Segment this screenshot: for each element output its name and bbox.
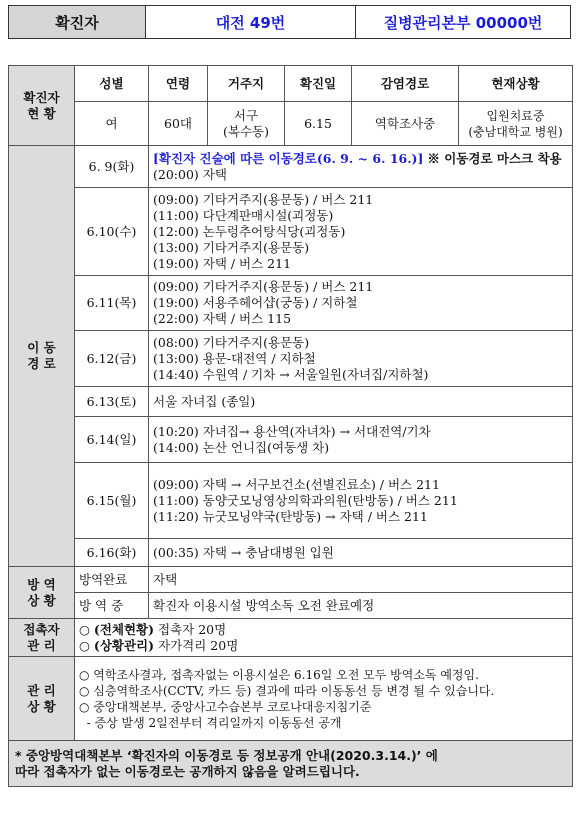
col-age: 연령 [149,66,208,102]
management-section-label: 관 리 상 황 [9,657,75,741]
col-infection-route: 감염경로 [352,66,459,102]
quarantine-row [9,593,573,619]
col-residence: 거주지 [208,66,285,102]
header-bar [8,5,571,39]
col-confirmed-date: 확진일 [285,66,352,102]
route-row [9,331,573,387]
route-date: 6.14(일) [75,417,149,463]
footer-notice: * 중앙방역대책본부 ‘확진자의 이동경로 등 정보공개 안내(2020.3.14.)’ 에 따라 접촉자가 없는 이동경로는 공개하지 않음을 알려드립니다. [9,741,573,787]
value-current-status: 입원치료중 (충남대학교 병원) [459,102,573,146]
quarantine-section-label: 방 역 상 황 [9,567,75,619]
col-current-status: 현재상황 [459,66,573,102]
route-row [9,188,573,276]
route-detail: (00:35) 자택 → 충남대병원 입원 [149,539,573,567]
route-detail: (09:00) 자택 → 서구보건소(선별진료소) / 버스 211 (11:00) 동양굿모닝영상의학과의원(탄방동) / 버스 211 (11:20) 뉴굿모닝약국(탄방동) → 자택 / 버스 211 [149,463,573,539]
value-residence: 서구 (복수동) [208,102,285,146]
route-date: 6.10(수) [75,188,149,276]
route-row [9,387,573,417]
route-detail: [확진자 진술에 따른 이동경로(6. 9. ~ 6. 16.)] ※ 이동경로 마스크 착용 (20:00) 자택 [149,146,573,188]
value-confirmed-date: 6.15 [285,102,352,146]
route-detail: (10:20) 자녀집→ 용산역(자녀차) → 서대전역/기차 (14:00) 논산 언니집(여동생 차) [149,417,573,463]
value-sex: 여 [75,102,149,146]
footer-notice-row [9,741,573,787]
col-sex: 성별 [75,66,149,102]
quarantine-status: 방역완료 [75,567,149,593]
header-case-number: 대전 49번 [146,6,356,38]
route-detail: (09:00) 기타거주지(용문동) / 버스 211 (11:00) 다단계판매시설(괴정동) (12:00) 논두렁추어탕식당(괴정동) (13:00) 기타거주지(용문동) (19:00) 자택 / 버스 211 [149,188,573,276]
route-date: 6. 9(화) [75,146,149,188]
route-detail: (08:00) 기타거주지(용문동) (13:00) 용문-대전역 / 지하철 (14:40) 수원역 / 기차 → 서울일원(자녀집/지하철) [149,331,573,387]
management-row [9,657,573,741]
case-info-table [8,65,573,787]
contacts-section-label: 접촉자 관 리 [9,619,75,657]
route-date: 6.15(월) [75,463,149,539]
route-date: 6.12(금) [75,331,149,387]
quarantine-row [9,567,573,593]
route-date: 6.16(화) [75,539,149,567]
quarantine-detail: 자택 [149,567,573,593]
route-row [9,463,573,539]
status-header-row [9,66,573,102]
route-date: 6.13(토) [75,387,149,417]
route-header-text: [확진자 진술에 따른 이동경로(6. 9. ~ 6. 16.)] [153,150,424,166]
header-agency-id: 질병관리본부 00000번 [356,6,570,38]
route-detail: 서울 자녀집 (종일) [149,387,573,417]
route-section-label: 이 동 경 로 [9,146,75,567]
route-date: 6.11(목) [75,276,149,331]
quarantine-status: 방 역 중 [75,593,149,619]
value-infection-route: 역학조사중 [352,102,459,146]
route-row [9,417,573,463]
route-detail: (09:00) 기타거주지(용문동) / 버스 211 (19:00) 서용주헤어샵(궁동) / 지하철 (22:00) 자택 / 버스 115 [149,276,573,331]
route-row [9,276,573,331]
contacts-detail: ○ (전체현황) 접촉자 20명 ○ (상황관리) 자가격리 20명 [75,619,573,657]
header-label: 확진자 [9,6,146,38]
contacts-row [9,619,573,657]
route-row [9,539,573,567]
route-header-note: ※ 이동경로 마스크 착용 [427,150,562,166]
route-row [9,146,573,188]
status-section-label: 확진자 현 황 [9,66,75,146]
quarantine-detail: 확진자 이용시설 방역소독 오전 완료예정 [149,593,573,619]
management-detail: ○ 역학조사결과, 접촉자없는 이용시설은 6.16일 오전 모두 방역소독 예정임. ○ 심층역학조사(CCTV, 카드 등) 결과에 따라 이동동선 등 변경 될 수 있습니다. ○ 중앙대책본부, 중앙사고수습본부 코로나대응지침기준 - 증상 발생 2일전부터 격리일까지 이동동선 공개 [75,657,573,741]
value-age: 60대 [149,102,208,146]
status-values-row [9,102,573,146]
